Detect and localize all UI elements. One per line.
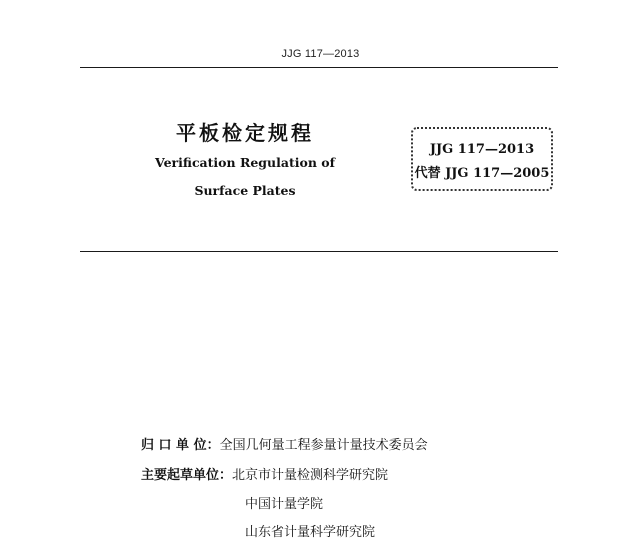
drafting-unit-row bbox=[141, 464, 388, 483]
responsible-unit-label: 归 口 单 位： bbox=[141, 438, 220, 453]
title-english-line2: Surface Plates bbox=[194, 183, 296, 198]
bottom-divider bbox=[80, 251, 558, 252]
stamp-current-code: JJG 117—2013 bbox=[429, 142, 535, 157]
standard-number-stamp bbox=[411, 127, 553, 191]
header-standard-code: JJG 117—2013 bbox=[281, 48, 360, 60]
top-divider bbox=[80, 67, 558, 68]
drafting-unit-3: 山东省计量科学研究院 bbox=[245, 525, 376, 540]
title-english-line1: Verification Regulation of bbox=[155, 155, 335, 170]
title-chinese: 平板检定规程 bbox=[176, 121, 314, 145]
drafting-unit-2: 中国计量学院 bbox=[245, 497, 324, 512]
drafting-unit-1: 北京市计量检测科学研究院 bbox=[232, 468, 389, 483]
drafting-unit-label: 主要起草单位： bbox=[141, 468, 233, 483]
stamp-replaces-code: 代替 JJG 117—2005 bbox=[414, 166, 550, 181]
responsible-unit-row bbox=[141, 434, 428, 453]
responsible-unit-value: 全国几何量工程参量计量技术委员会 bbox=[219, 438, 428, 453]
